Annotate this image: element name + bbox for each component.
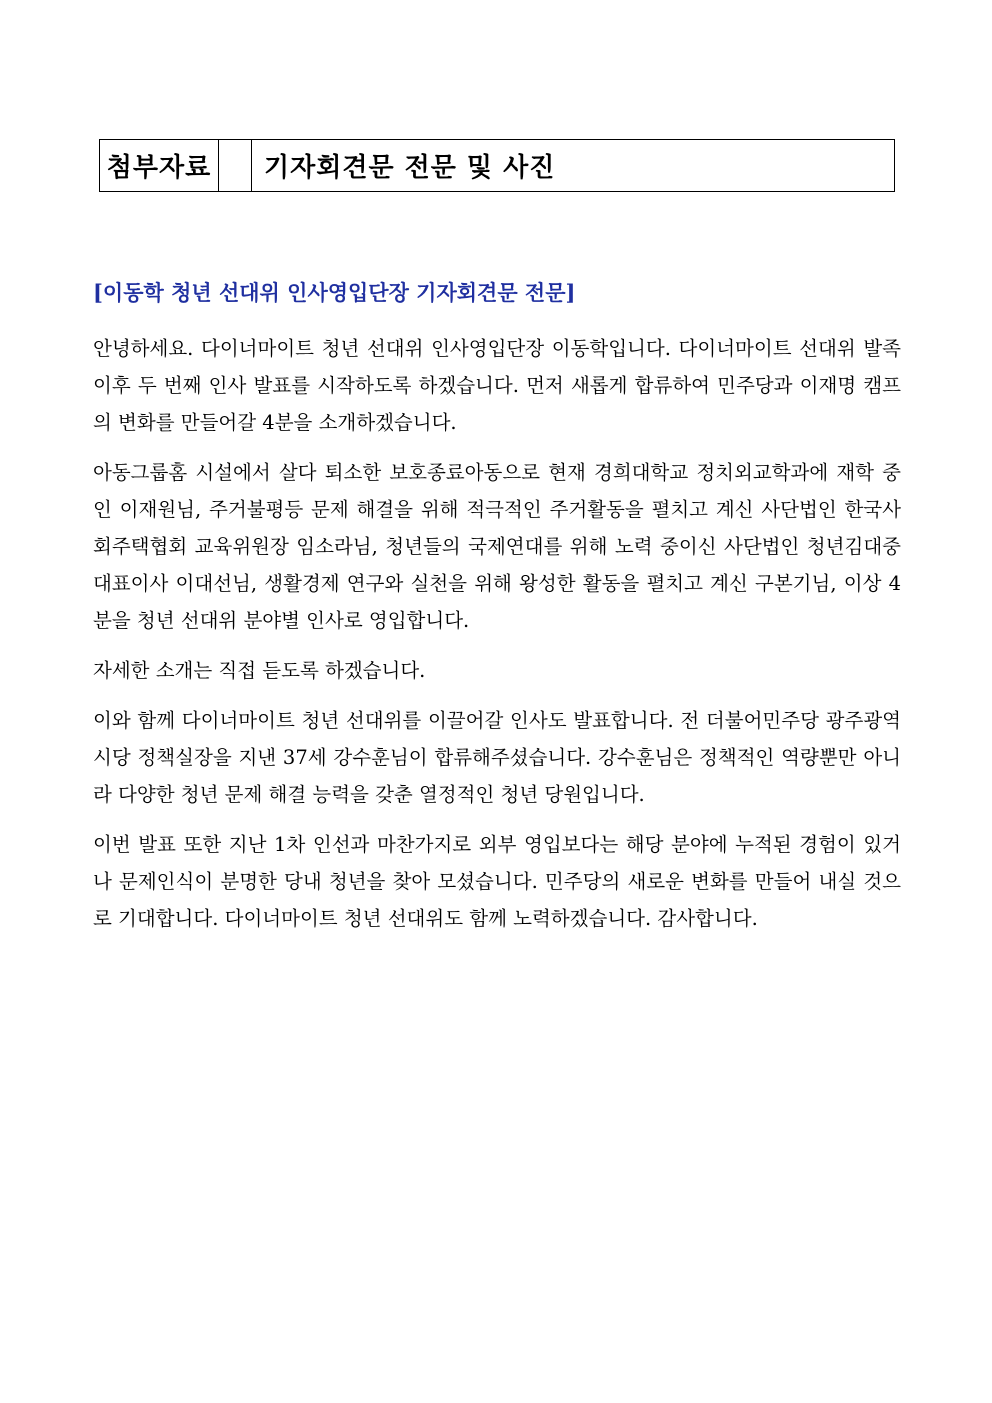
document-body [93, 278, 901, 950]
header-divider-cell [218, 140, 252, 191]
paragraph-leadership: 이와 함께 다이너마이트 청년 선대위를 이끌어갈 인사도 발표합니다. 전 더불어민주당 광주광역시당 정책실장을 지낸 37세 강수훈님이 합류해주셨습니다. 강수훈님은 정책적인 역량뿐만 아니라 다양한 청년 문제 해결 능력을 갖춘 열정적인 청년 당원입니다. [93, 709, 901, 806]
paragraph-closing: 이번 발표 또한 지난 1차 인선과 마찬가지로 외부 영입보다는 해당 분야에 누적된 경험이 있거나 문제인식이 분명한 당내 청년을 찾아 모셨습니다. 민주당의 새로운 변화를 만들어 내실 것으로 기대합니다. 다이너마이트 청년 선대위도 함께 노력하겠습니다. 감사합니다. [93, 833, 901, 930]
attachment-title: 기자회견문 전문 및 사진 [264, 153, 556, 183]
paragraph-greeting: 안녕하세요. 다이너마이트 청년 선대위 인사영입단장 이동학입니다. 다이너마이트 선대위 발족 이후 두 번째 인사 발표를 시작하도록 하겠습니다. 먼저 새롭게 합류하여 민주당과 이재명 캠프의 변화를 만들어갈 4분을 소개하겠습니다. [93, 337, 901, 434]
paragraph-appointees: 아동그룹홈 시설에서 살다 퇴소한 보호종료아동으로 현재 경희대학교 정치외교학과에 재학 중인 이재원님, 주거불평등 문제 해결을 위해 적극적인 주거활동을 펼치고 계신 사단법인 한국사회주택협회 교육위원장 임소라님, 청년들의 국제연대를 위해 노력 중이신 사단법인 청년김대중 대표이사 이대선님, 생활경제 연구와 실천을 위해 왕성한 활동을 펼치고 계신 구본기님, 이상 4분을 청년 선대위 분야별 인사로 영입합니다. [93, 461, 901, 632]
attachment-label: 첨부자료 [106, 153, 212, 183]
attachment-header-box [99, 139, 895, 192]
paragraph-introduction: 자세한 소개는 직접 듣도록 하겠습니다. [93, 659, 426, 682]
section-title: [이동학 청년 선대위 인사영입단장 기자회견문 전문] [93, 280, 576, 305]
